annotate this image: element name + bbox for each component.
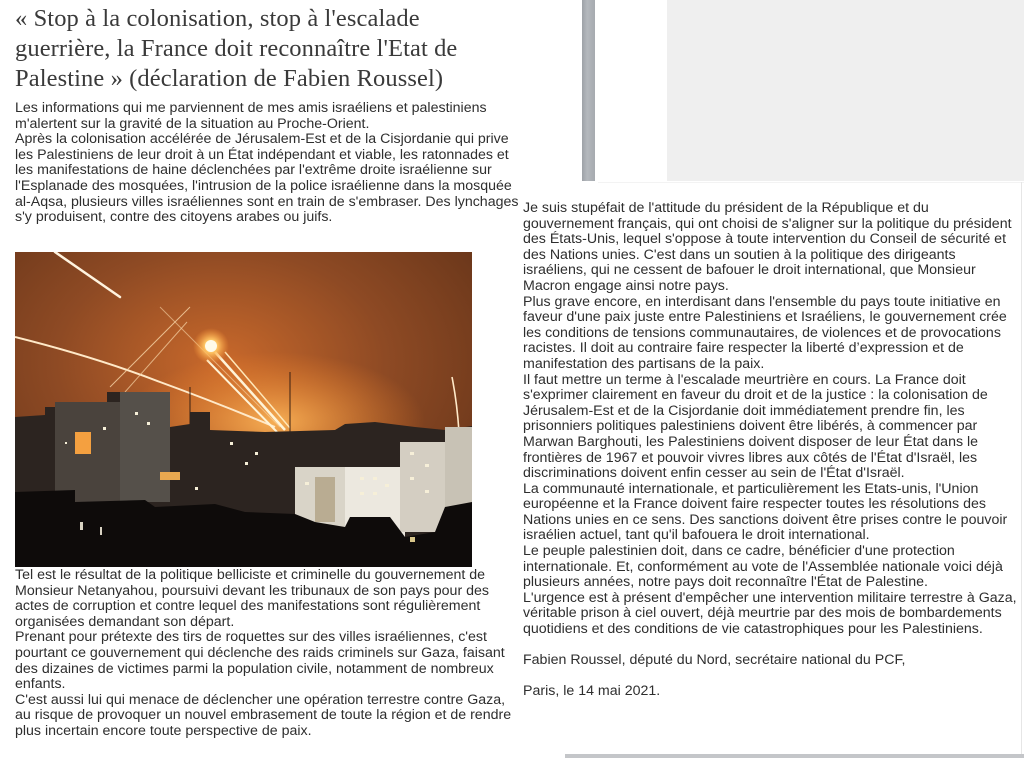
paragraph: Prenant pour prétexte des tirs de roquettes sur des villes israéliennes, c'est pourtant ce gouvernement qui déclenche des raids criminels sur Gaza, faisant des dizaines de victimes parmi la population civile, notamment de nombreux enfants. [15, 629, 505, 693]
paragraph: Les informations qui me parviennent de mes amis israéliens et palestiniens m'alertent sur la gravité de la situation au Proche-Orient. [15, 100, 487, 132]
paragraph: C'est aussi lui qui menace de déclencher une opération terrestre contre Gaza, au risque de provoquer un nouvel embrasement de toute la région et de rendre plus incertain encore toute perspective de paix. [15, 691, 512, 739]
spacer [523, 638, 1023, 654]
paragraph: La communauté internationale, et particulièrement les Etats-unis, l'Union européenne et la France doivent faire respecter toutes les résolutions des Nations unies en ce sens. Des sanctions doivent être prises contre le pouvoir israélien actuel, tant qu'il bafouera le droit international. [523, 480, 1008, 544]
paragraph: Il faut mettre un terme à l'escalade meurtrière en cours. La France doit s'exprimer clairement en faveur du droit et de la justice : la colonisation de Jérusalem-Est et de la Cisjordanie doit immédiatement prendre fin, les prisonniers politiques palestiniens doivent être libérés, à commencer par Marwan Barghouti, les Palestiniens doivent disposer de leur État dans le frontières de 1967 et pouvoir vivres libres aux côtés de l'État d'Israël, les discriminations doivent enfin cesser au sein de l'État d'Israël. [523, 371, 988, 482]
signature: Fabien Roussel, député du Nord, secrétaire national du PCF, [523, 652, 906, 669]
bottom-divider-line [565, 754, 1024, 758]
left-column-top [15, 101, 520, 226]
article-title: « Stop à la colonisation, stop à l'escalade guerrière, la France doit reconnaître l'Etat de Palestine » (déclaration de Fabien Roussel) [15, 5, 458, 92]
article-photo [15, 252, 472, 567]
vertical-divider-bar [582, 0, 595, 181]
paragraph: Le peuple palestinien doit, dans ce cadre, bénéficier d'une protection internationale. Et, conformément au vote de l'Assemblée nationale voici déjà plusieurs années, notre pays doit reconnaître l'État de Palestine. [523, 543, 1003, 591]
left-column-bottom [15, 568, 520, 740]
panel-top-edge [598, 182, 1024, 183]
rocket-night-skyline-image [15, 252, 472, 567]
paragraph: L'urgence est à présent d'empêcher une intervention militaire terrestre à Gaza, véritable prison à ciel ouvert, déjà meurtrie par des mois de bombardements quotidiens et des conditions de vie catastrophiques pour les Palestiniens. [523, 589, 1017, 638]
paragraph: Après la colonisation accélérée de Jérusalem-Est et de la Cisjordanie qui prive les Palestiniens de leur droit à un État indépendant et viable, les ratonnades et les manifestations de haine déclenchées par l'extrême droite israélienne sur l'Esplanade des mosquées, l'intrusion de la police israélienne dans la mosquée al-Aqsa, plusieurs villes israéliennes sont en train de s'embraser. Des lynchages s'y produisent, contre des citoyens arabes ou juifs. [15, 131, 519, 226]
place-date: Paris, le 14 mai 2021. [523, 683, 661, 700]
spacer [523, 669, 1023, 685]
right-column [523, 201, 1023, 700]
gray-panel [667, 0, 1024, 181]
paragraph: Je suis stupéfait de l'attitude du président de la République et du gouvernement français, qui ont choisi de s'aligner sur la politique du président des États-Unis, lequel s'oppose à toute intervention du Conseil de sécurité et des Nations unies. C'est dans un soutien à la politique des dirigeants israéliens, qui ne cessent de bafouer le droit international, que Monsieur Macron engage ainsi notre pays. [523, 200, 1012, 294]
paragraph: Tel est le résultat de la politique belliciste et criminelle du gouvernement de Monsieur Netanyahou, poursuivi devant les tribunaux de son pays pour des actes de corruption et contre lequel des manifestations sont régulièrement organisées demandant son départ. [15, 567, 489, 630]
paragraph: Plus grave encore, en interdisant dans l'ensemble du pays toute initiative en faveur d'une paix juste entre Palestiniens et Israéliens, le gouvernement crée les conditions de tensions communautaires, de violences et de provocations racistes. Il doit au contraire faire respecter la liberté d’expression et de manifestation des partisans de la paix. [523, 293, 1007, 372]
